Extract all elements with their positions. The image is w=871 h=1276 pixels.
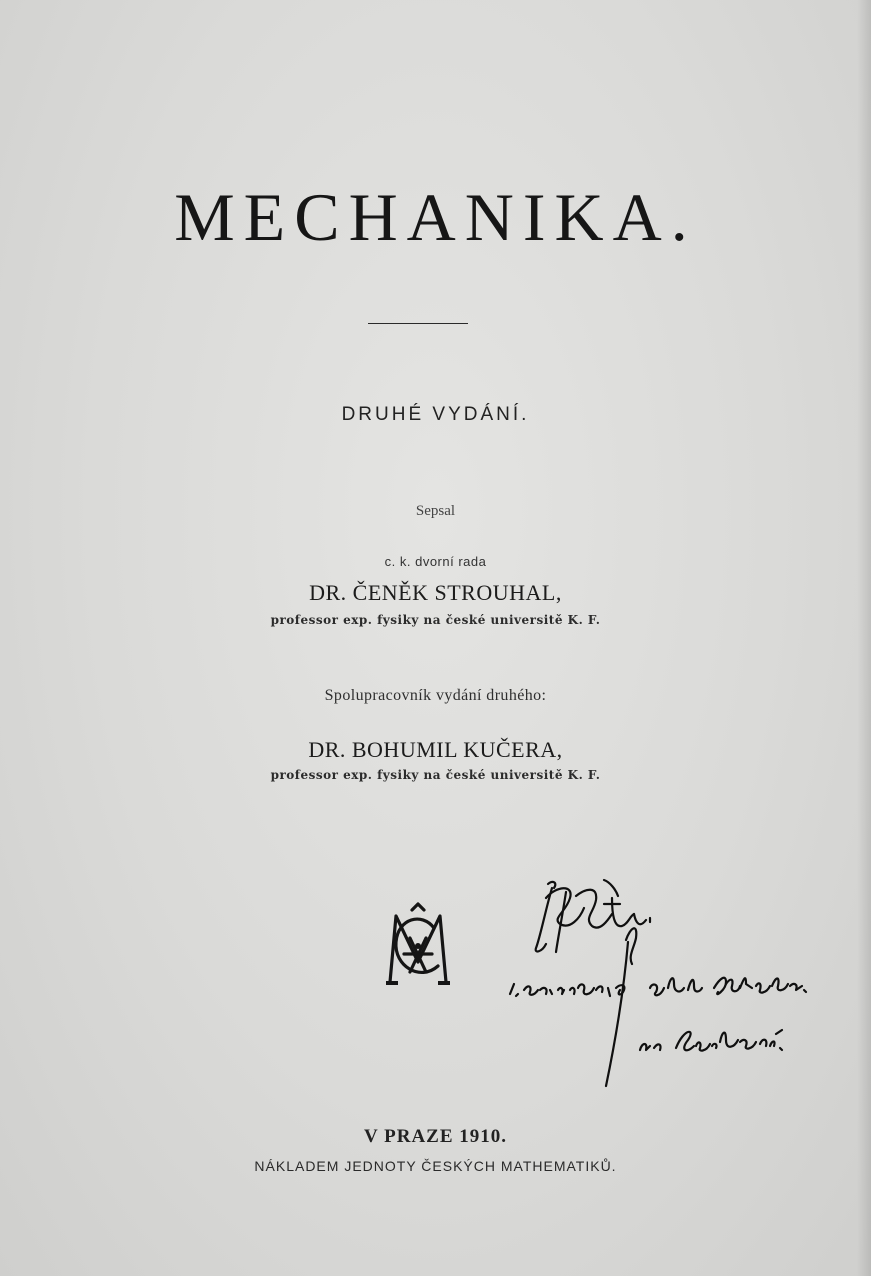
author2-affiliation: professor exp. fysiky na české universitě K. F. bbox=[270, 768, 601, 782]
place-and-year: V PRAZE 1910. bbox=[363, 1126, 508, 1147]
publisher-monogram-logo bbox=[382, 902, 454, 994]
publisher-line: NÁKLADEM JEDNOTY ČESKÝCH MATHEMATIKŮ. bbox=[254, 1158, 617, 1174]
handwritten-signature bbox=[500, 878, 820, 1093]
author1-rank: c. k. dvorní rada bbox=[384, 554, 487, 569]
author2-name: DR. BOHUMIL KUČERA, bbox=[308, 737, 563, 762]
author-intro: Sepsal bbox=[415, 503, 456, 519]
book-title: MECHANIKA. bbox=[174, 179, 697, 255]
author1-name: DR. ČENĚK STROUHAL, bbox=[309, 580, 562, 605]
edition-label: DRUHÉ VYDÁNÍ. bbox=[341, 404, 530, 425]
author1-affiliation: professor exp. fysiky na české universitě K. F. bbox=[270, 613, 601, 627]
collaborator-intro: Spolupracovník vydání druhého: bbox=[324, 687, 547, 704]
title-divider bbox=[368, 323, 468, 324]
